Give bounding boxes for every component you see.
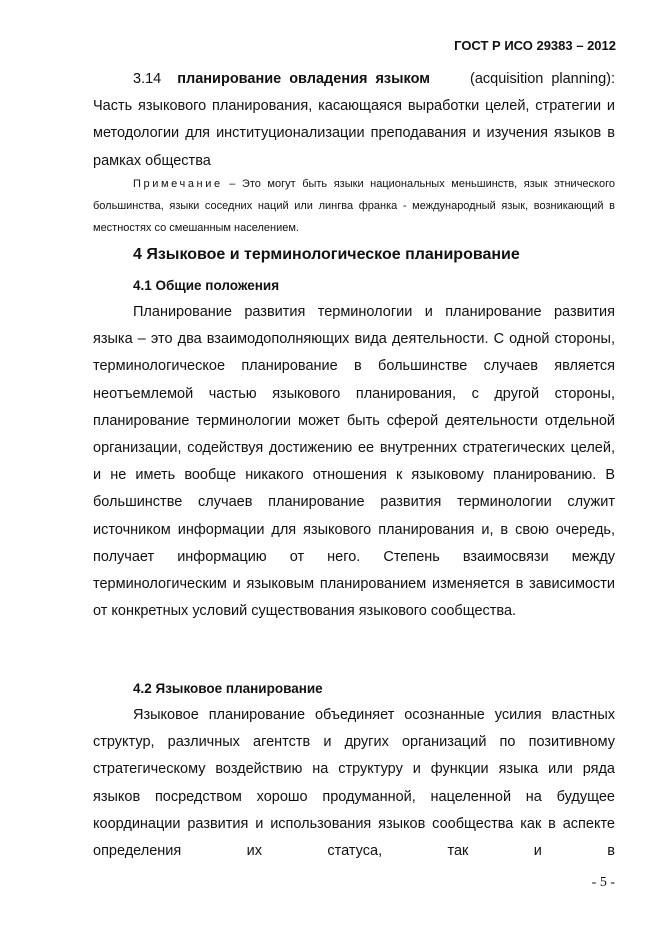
section-4-heading: 4 Языковое и терминологическое планирование [133,246,520,263]
term-note [93,173,615,239]
section-4-1-heading: 4.1 Общие положения [133,278,280,293]
term-number: 3.14 [133,71,162,87]
page-number: - 5 - [591,875,615,890]
section-4-2-heading: 4.2 Языковое планирование [133,681,323,696]
term-definition-text: Часть языкового планирования, касающаяся выработки целей, стратегии и методологии для институционализации преподавания и изучения языков в рамках общества [93,98,615,169]
section-4-2-body [93,702,615,865]
term-english: (acquisition planning): [469,71,616,87]
section-4-2-text: Языковое планирование объединяет осознанные усилия властных структур, различных агентств и других организаций по позитивному стратегическому воздействию на структуру и функции языка или ряда языков посредством хорошо продуманной, нацеленной на будущее координации развития и использования языков сообщества как в аспекте определения их статуса, так и в [93,707,615,860]
note-text: – Это могут быть языки национальных меньшинств, язык этнического большинства, языки соседних наций или лингва франка - международный язык, возникающий в местностях со смешанным населением. [93,178,615,234]
term-definition [93,66,615,175]
note-label: Примечание [133,178,223,190]
term-name: планирование овладения языком [177,71,430,87]
section-4-1-text: Планирование развития терминологии и планирование развития языка – это два взаимодополняющих вида деятельности. С одной стороны, терминологическое планирование в большинстве случаев является неотъемлемой частью языкового планирования, с другой стороны, планирование терминологии может быть сферой деятельности отдельной организации, содействуя достижению ее внутренних стратегических целей, и не иметь вообще никакого отношения к языковому планированию. В большинстве случаев планирование развития терминологии служит источником информации для языкового планирования и, в свою очередь, получает информацию от него. Степень взаимосвязи между терминологическим и языковым планированием изменяется в зависимости от конкретных условий существования языкового сообщества. [93,304,615,620]
section-4-1-body [93,299,615,625]
document-id-header: ГОСТ Р ИСО 29383 – 2012 [454,38,616,53]
